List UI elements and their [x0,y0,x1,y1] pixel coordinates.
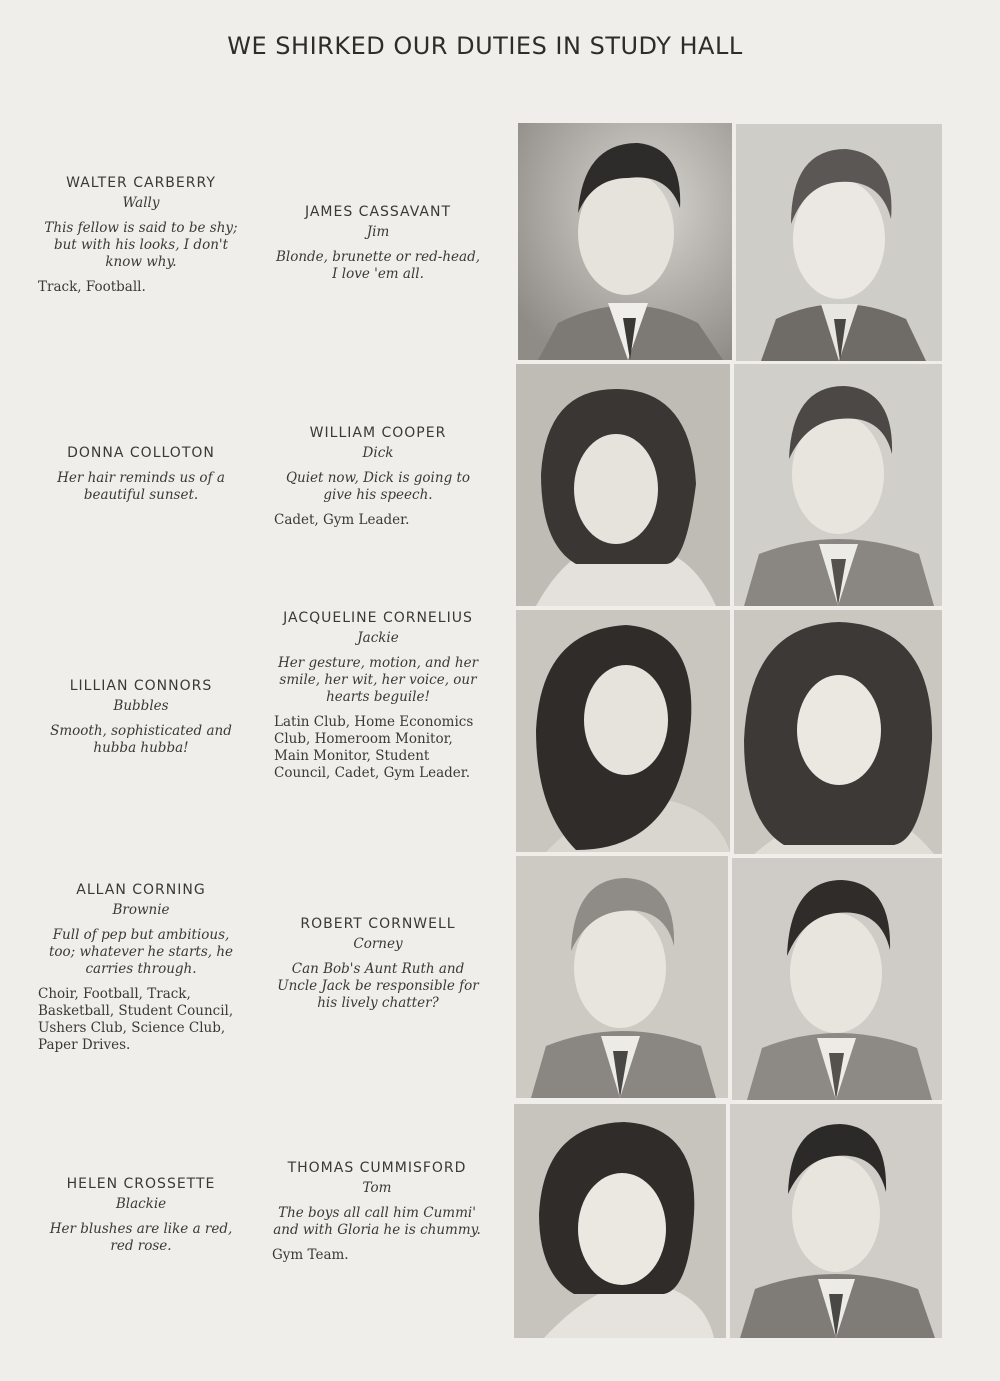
portrait-photo-cummisford [730,1104,942,1338]
portrait-photo-carberry [518,123,732,360]
student-nickname: Bubbles [113,698,169,714]
portrait-photo-cassavant [736,124,942,361]
student-activities: Track, Football. [38,279,146,295]
student-entry-colloton [38,445,244,504]
student-entry-cummisford [272,1160,482,1264]
student-name: ALLAN CORNING [76,882,206,898]
student-nickname: Tom [362,1180,392,1196]
student-name: THOMAS CUMMISFORD [287,1160,467,1176]
student-activities: Latin Club, Home Economics Club, Homeroom Monitor, Main Monitor, Student Council, Cadet, Gym Leader. [274,714,474,781]
student-name: JAMES CASSAVANT [304,204,452,220]
portrait-photo-cornelius [734,610,942,854]
student-entry-corning [38,882,244,1054]
student-quote: Full of pep but ambitious, too; whatever he starts, he carries through. [48,927,234,977]
portrait-photo-connors [516,610,730,852]
student-entry-cassavant [274,204,482,283]
student-nickname: Jackie [357,630,399,646]
page-title: WE SHIRKED OUR DUTIES IN STUDY HALL [227,32,743,60]
student-entry-connors [38,678,244,757]
student-entry-cornwell [274,916,482,1012]
student-activities: Cadet, Gym Leader. [274,512,410,528]
portrait-photo-colloton [516,364,730,606]
portrait-photo-corning [516,856,728,1098]
student-quote: Her blushes are like a red, red rose. [49,1221,233,1254]
portrait-photo-cornwell [732,858,942,1100]
student-activities: Gym Team. [272,1247,349,1263]
student-name: JACQUELINE CORNELIUS [283,610,473,626]
student-quote: Blonde, brunette or red-head, I love 'em all. [275,249,481,282]
student-entry-crossette [38,1176,244,1255]
student-quote: Her gesture, motion, and her smile, her wit, her voice, our hearts beguile! [277,655,479,705]
student-name: LILLIAN CONNORS [69,678,213,694]
student-name: ROBERT CORNWELL [300,916,456,932]
student-quote: Can Bob's Aunt Ruth and Uncle Jack be responsible for his lively chatter? [277,961,479,1011]
student-nickname: Jim [366,224,390,240]
student-quote: Quiet now, Dick is going to give his speech. [285,470,471,503]
student-quote: This fellow is said to be shy; but with his looks, I don't know why. [44,220,238,270]
student-quote: The boys all call him Cummi' and with Gloria he is chummy. [273,1205,481,1238]
student-nickname: Dick [362,445,394,461]
student-entry-cooper [274,425,482,529]
student-activities: Choir, Football, Track, Basketball, Student Council, Ushers Club, Science Club, Paper Drives. [38,986,234,1053]
student-name: HELEN CROSSETTE [66,1176,216,1192]
student-entry-carberry [38,175,244,296]
student-name: DONNA COLLOTON [67,445,215,461]
student-quote: Smooth, sophisticated and hubba hubba! [50,723,232,756]
portrait-photo-cooper [734,364,942,606]
student-quote: Her hair reminds us of a beautiful sunset. [57,470,225,503]
portrait-photo-crossette [514,1104,726,1338]
student-nickname: Wally [122,195,160,211]
student-nickname: Corney [353,936,403,952]
student-nickname: Brownie [112,902,170,918]
student-name: WALTER CARBERRY [66,175,216,191]
student-entry-cornelius [274,610,482,782]
student-name: WILLIAM COOPER [309,425,447,441]
student-nickname: Blackie [115,1196,167,1212]
